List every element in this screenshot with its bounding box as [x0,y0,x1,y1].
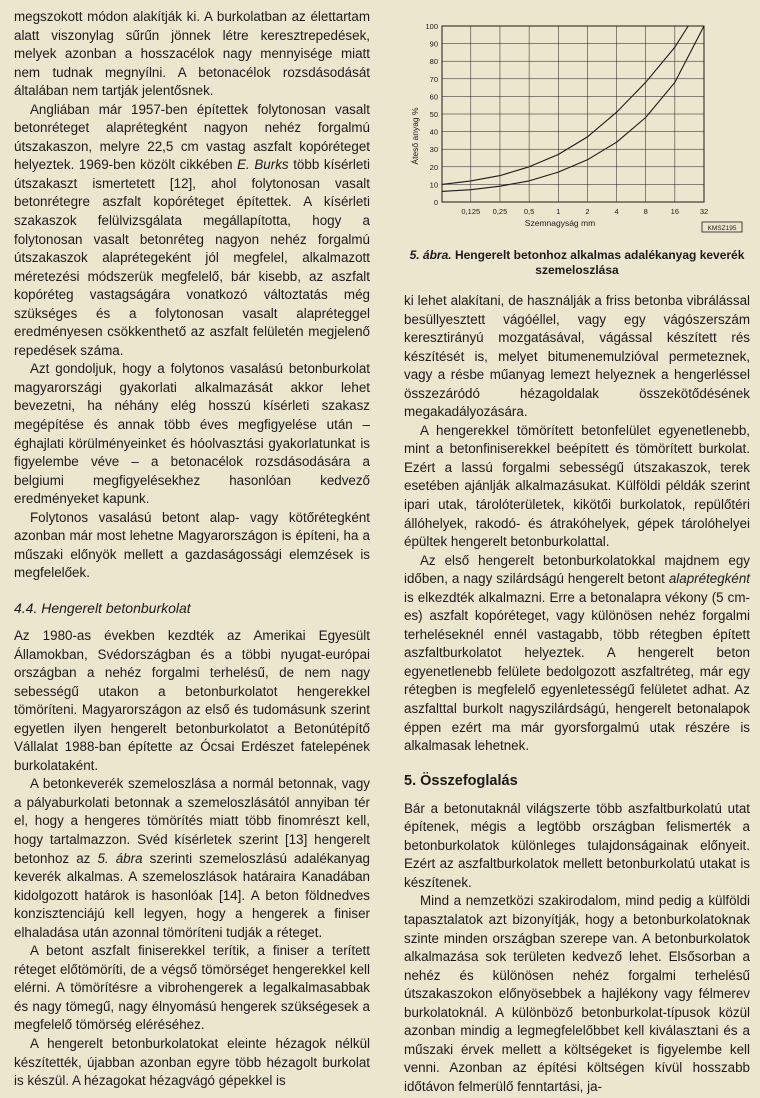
paragraph [404,552,750,756]
right-column [404,8,750,1096]
y-tick-label: 70 [429,74,438,84]
text-run: szerinti szemeloszlású adalékanyag keverék alkalmas. A szemeloszlások határaira Kanadában kidolgozott határok is hasonlóak [14]. A beton földnedves konzisztenciájú kell legyen, hogy a hengerek a finiser elhaladása után azonnal tömöríteni tudják a réteget. [14,850,371,940]
paragraph: A hengerekkel tömörített betonfelület egyenetlenebb, mint a betonfiniserekkel beépített és tömörített burkolat. Ezért a lassú forgalmi sebességű útszakaszok, terek esetében ajánlják alkalmazásukat. Külföldi példák szerint ipari utak, tárolóterületek, kikötői burkolatok, repülőtéri állóhelyek, rakodó- és átrakóhelyek, gépek tárolóhelyei épültek hengerelt betonburkolattal. [404,422,750,550]
stamp: KMSZ195 [707,225,737,232]
text-run: Angliában már 1957-ben építettek folytonosan vasalt betonréteget alaprétegként nagyon nehéz forgalmú útszakaszon, melyre 22,5 cm vastag aszfalt kopóréteget helyeztek. 1969-ben közölt cikkében [14,101,370,173]
figure-caption [404,248,750,278]
figure-5 [404,8,750,278]
section-heading: 5. Összefoglalás [404,772,518,789]
text-run: is elkezdték alkalmazni. Erre a betonalapra vékony (5 cm-es) aszfalt kopóréteget, vagy különösen nehéz forgalmi terheléseknél ennél vastagabb, több rétegben épített aszfaltburkolatot helyeztek. A hengerelt beton egyenetlenebb felülete bedolgozott aszfaltréteg, már egy rétegben is megfelelő egyenletességű felületet adhat. Az aszfalttal burkolt nagyszilárdságú, hengerelt betonalapok éppen ezért ma már gyorsforgalmú utak részére is alkalmasak lehetnek. [404,589,750,754]
paragraph: ki lehet alakítani, de használják a friss betonba vibrálással besüllyesztett vágóéllel, vagy egy vágószerszám keresztirányú mozgatásával, vágással készített rés készítését is, melyet bitumenemulzióval permeteznek, vagy a résbe műanyag lemezt helyeznek a hengerléssel összezáródó hézagoldalak összekötődésének megakadályozására. [404,293,750,420]
x-tick-label: 1 [556,207,561,216]
x-tick-label: 4 [614,207,619,216]
x-axis-label: Szemnagyság mm [524,218,596,228]
paragraph [14,775,370,942]
x-axis-ticks [461,207,708,216]
caption-text: Hengerelt betonhoz alkalmas adalékanyag keverék szemeloszlása [451,248,745,277]
y-axis-label: Áteső anyag % [410,107,420,165]
y-tick-label: 30 [429,145,438,155]
text-run: A betonkeverék szemeloszlása a normál betonnak, vagy a pályaburkolati betonnak a szemeloszlásától annyiban tér el, hogy a hengeres tömörítés miatt több finomrészt kell, hogy tartalmazzon. Svéd kísérletek szerint [13] hengerelt betonhoz az [14,776,370,866]
y-tick-label: 90 [429,39,438,49]
paragraph: A betont aszfalt finiserekkel terítik, a finiser a terített réteget előtömöríti, de a végső tömörséget hengerekkel kell elérni. A tömörítésre a vibrohengerek a legalkalmasabbak és nagy tömegű, nagy élnyomású hengerek szükségesek a megfelelő tömörség eléréséhez. [14,943,370,1033]
y-tick-label: 60 [429,92,438,102]
x-tick-label: 32 [699,207,709,216]
y-tick-label: 50 [429,110,438,119]
y-tick-label: 100 [425,22,438,31]
x-tick-label: 0,125 [461,207,481,216]
paragraph: Mind a nemzetközi szakirodalom, mind pedig a külföldi tapasztalatok azt bizonyítják, hogy a betonburkolatoknak szinte minden országban szerepe van. A betonburkolatok alkalmazása sok területen kedvező lehet. Elsősorban a nehéz és különösen nehéz forgalmi terhelésű útszakaszokon előnyösebbek a hajlékony vagy félmerev burkolatoknál. A különböző betonburkolat-típusok közül azonban mindig a legmegfelelőbbet kell kiválasztani és a műszaki érvek mellett a költségeket is figyelembe kell venni. Azonban az építési költségen kívül hosszabb időtávon felmerülő fenntartási, ja- [404,893,750,1094]
paragraph: Azt gondoljuk, hogy a folytonos vasalású betonburkolat magyarországi gyakorlati alkalmazását akkor lehet bevezetni, ha néhány elég hosszú kísérleti szakasz megépítése és annak több éves megfigyelése után – éghajlati körülményeinket és hóolvasztási gyakorlatunkat is figyelembe véve – a betonacélok rozsdásodására a belgiumi megfigyelésekhez hasonlóan kedvező eredményeket kapunk. [14,361,370,507]
x-tick-label: 2 [585,207,590,216]
paragraph: A hengerelt betonburkolatokat eleinte hézagok nélkül készítették, újabban azonban egyre több hézagolt burkolat is készül. A hézagokat hézagvágó gépekkel is [14,1035,370,1089]
section-heading: 4.4. Hengerelt betonburkolat [14,599,191,616]
left-column [14,8,370,1091]
x-tick-label: 0,25 [492,207,508,216]
x-tick-label: 8 [643,207,648,216]
paragraph [14,101,370,361]
text-run: több kísérleti útszakaszt ismertetett [12], ahol folytonosan vasalt betonrétegre aszfalt kopóréteget építettek. A kísérleti szakaszok felülvizsgálata megállapította, hogy a folytonosan vasalt betonréteg nagyon nehéz forgalmú útszakaszok alaprétegeként jól megfelel, alkalmazott méretezési módszerük megfelelő, bár kisebb, az aszfalt kopóréteg vastagságára vonatkozó változtatás még szükséges és a folytonosan vasalt alapréteggel eredményesen csökkenthető az aszfalt felületén megjelenő repedések száma. [14,157,371,358]
y-tick-label: 40 [429,127,438,137]
caption-number: 5. ábra. [409,248,452,262]
text-run: Az első hengerelt betonburkolatokkal majdnem egy időben, a nagy szilárdságú hengerelt betont [404,552,750,587]
paragraph: Bár a betonutaknál világszerte több aszfaltburkolatú utat építenek, mégis a legtöbb országban felismerték a betonburkolatok különleges tulajdonságainak előnyeit. Ezért az aszfaltburkolatok mellett betonburkolatú utakat is készítenek. [404,800,750,890]
grading-curve-1 [442,26,688,184]
paragraph: megszokott módon alakítják ki. A burkolatban az élettartam alatt viszonylag sűrűn jönnek létre keresztrepedések, melyek azonban a hosszacélok nagy mennyisége miatt nem tudnak megnyílni. A betonacélok rozsdásodását általában nem tartják jelentősnek. [14,9,370,99]
paragraph: Folytonos vasalású betont alap- vagy kötőrétegként azonban már most lehetne Magyarországon is építeni, ha a műszaki előnyök mellett a gazdaságossági elemzések is megfelelőek. [14,509,370,581]
paragraph: Az 1980-as években kezdték az Amerikai Egyesült Államokban, Svédországban és a többi nyugat-európai országban a nehéz forgalmi terhelésű, de nem nagy sebességű utakon a betonburkolatot hengerekkel tömöríteni. Magyarországon az első és tudomásunk szerint egyetlen ilyen hengerelt betonburkolatot a Betonútépítő Vállalat 1988-ban építette az Ócsai Erdészet fatelepének burkolataként. [14,627,370,773]
figure-reference: 5. ábra [97,850,143,866]
x-tick-label: 16 [670,207,680,216]
x-tick-label: 0,5 [523,207,535,216]
y-tick-label: 20 [429,162,438,172]
y-tick-label: 80 [429,57,438,67]
author-name: E. Burks [237,157,289,173]
y-tick-label: 0 [433,198,438,207]
emphasis: alaprétegként [668,571,750,587]
y-tick-label: 10 [429,180,438,190]
grading-chart [404,8,750,248]
y-axis-ticks [425,22,438,207]
chart-grid [442,26,704,202]
